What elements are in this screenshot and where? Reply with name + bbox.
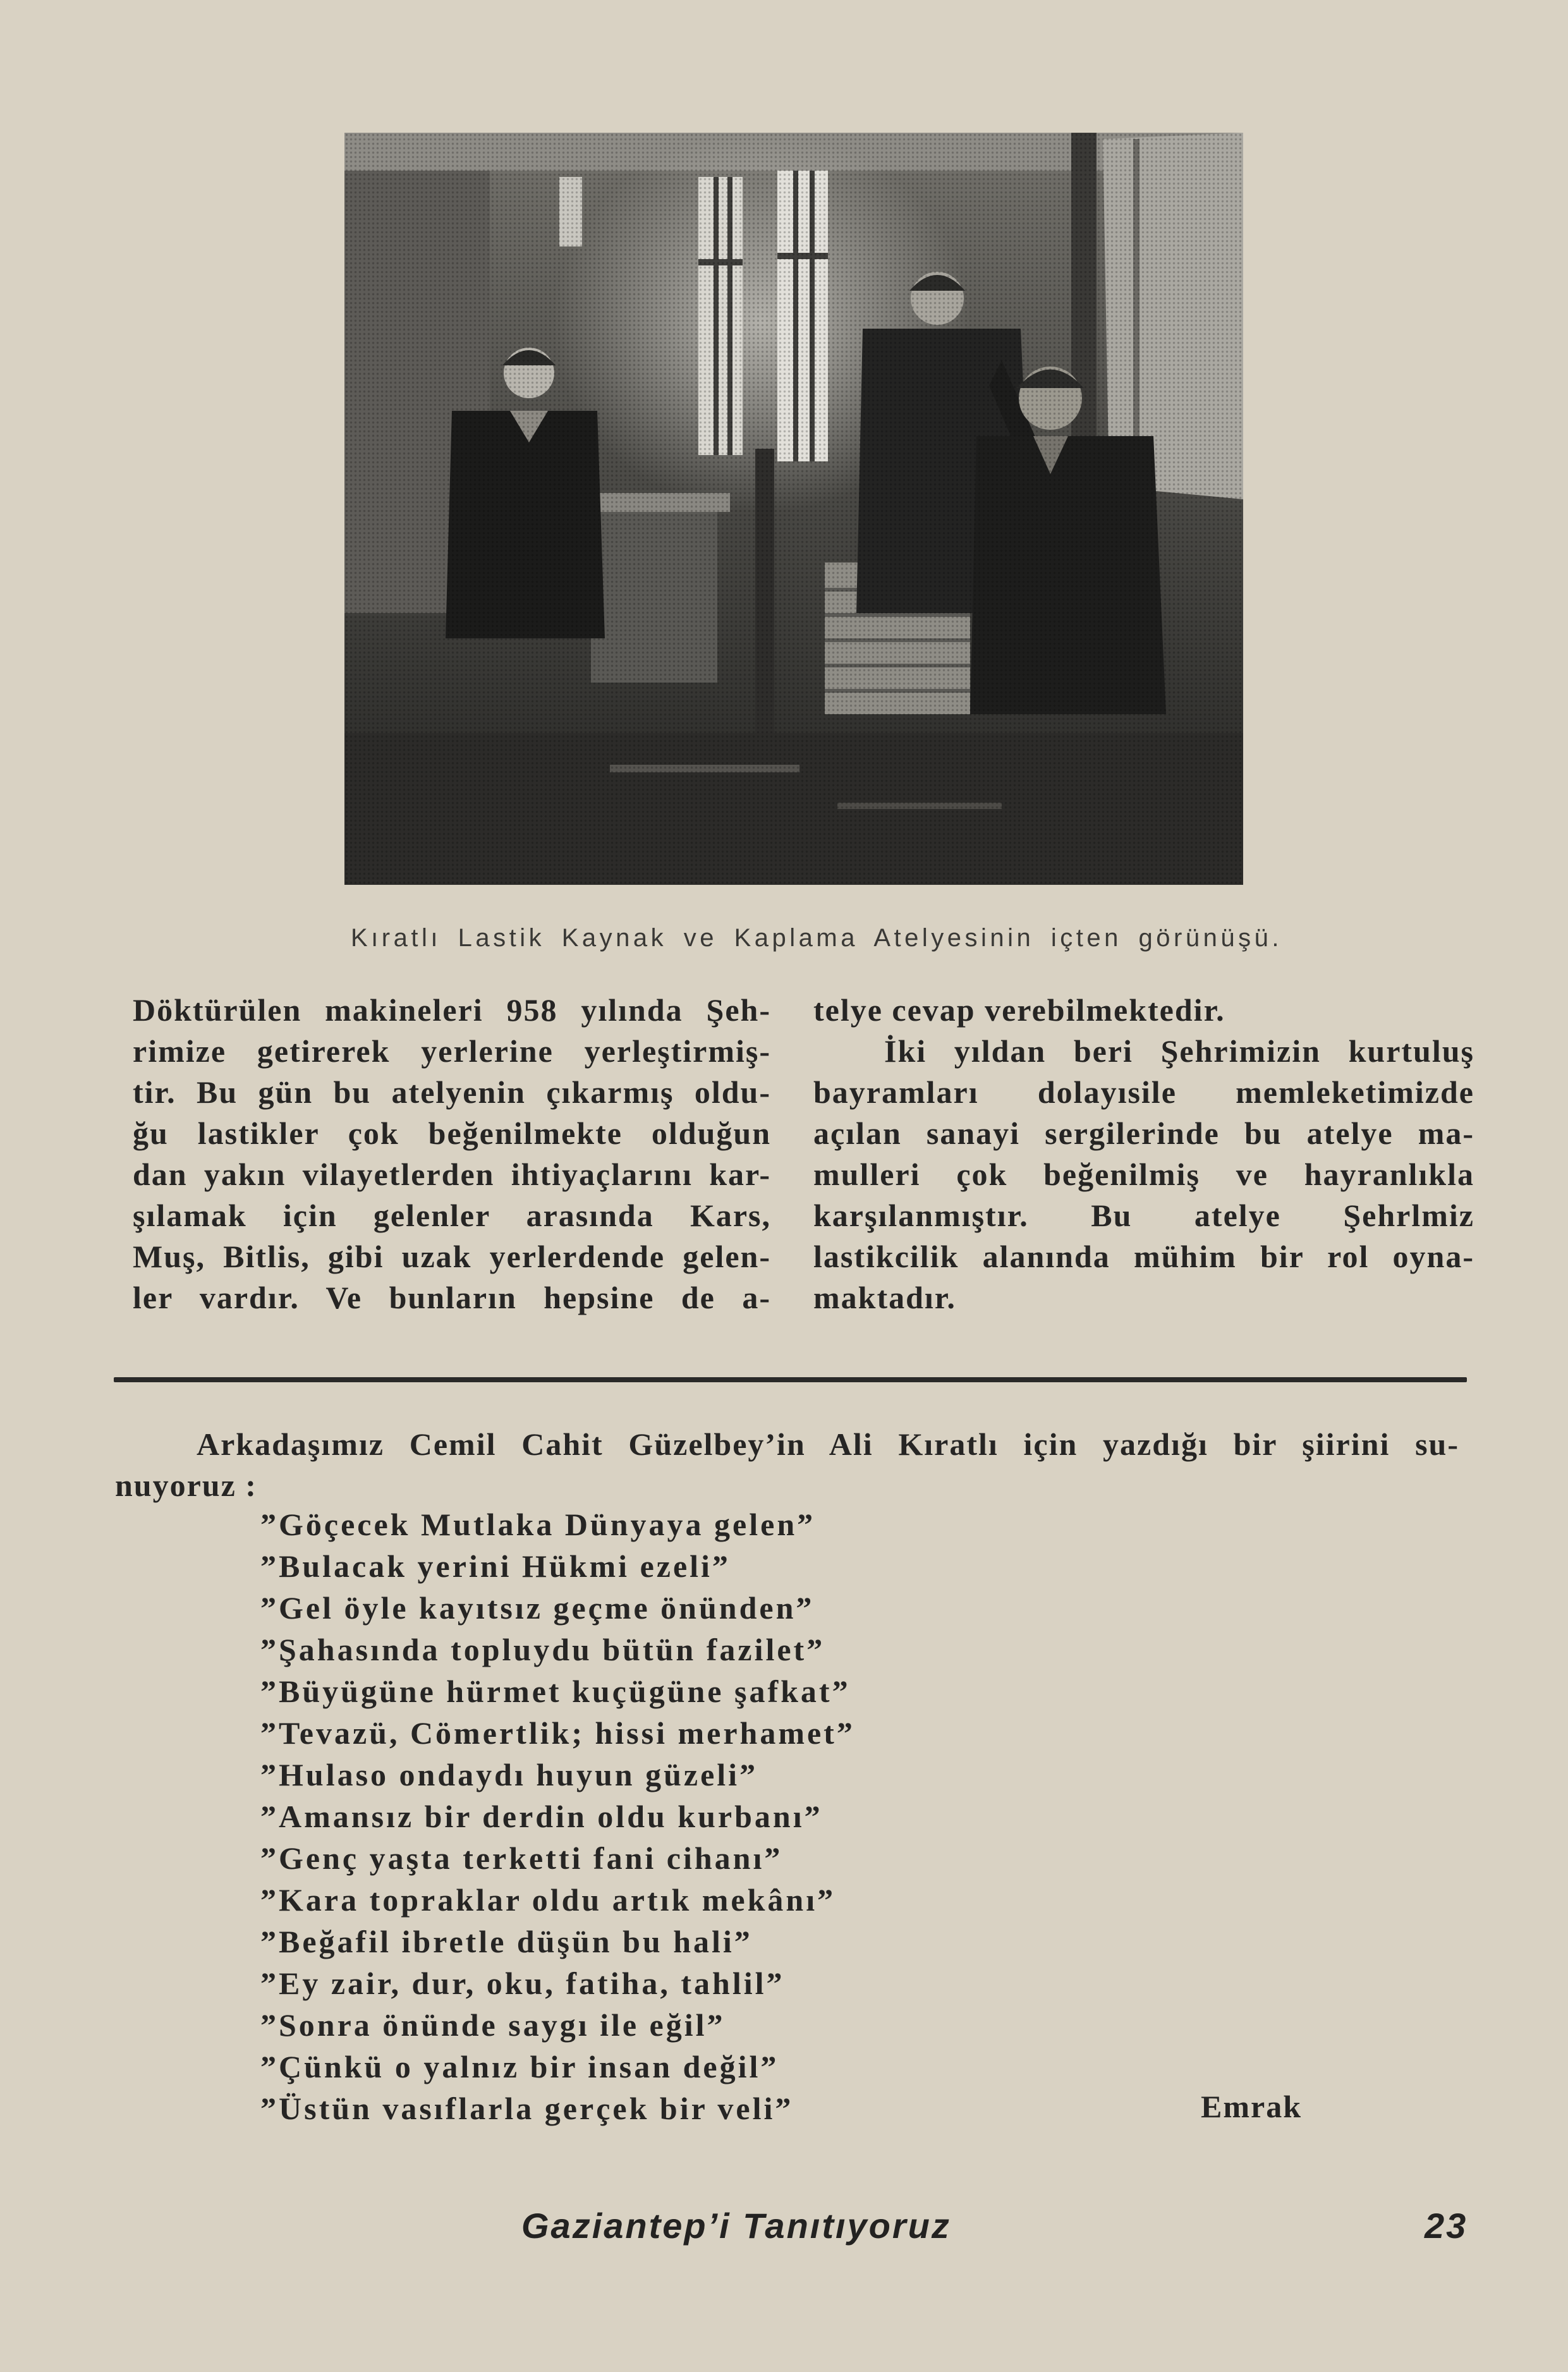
poem-line: ”Bulacak yerini Hükmi ezeli” — [260, 1548, 731, 1584]
article-line: dan yakın vilayetlerden ihtiyaçlarını kar- — [133, 1157, 771, 1192]
article-line: İki yıldan beri Şehrimizin kurtuluş — [884, 1033, 1474, 1069]
poem-signature: Emrak — [1201, 2089, 1302, 2124]
article-line: maktadır. — [813, 1280, 956, 1315]
poem-line: ”Kara topraklar oldu artık mekânı” — [260, 1882, 836, 1918]
poem-line: ”Sonra önünde saygı ile eğil” — [260, 2007, 726, 2043]
article-line: bayramları dolayısile memleketimizde — [813, 1074, 1474, 1110]
article-line: ğu lastikler çok beğenilmekte olduğun — [133, 1116, 771, 1151]
workshop-photo — [344, 133, 1243, 885]
article-line: Döktürülen makineleri 958 yılında Şeh- — [133, 992, 771, 1028]
poem-line: ”Genç yaşta terketti fani cihanı” — [260, 1840, 783, 1876]
poem-line: ”Şahasında topluydu bütün fazilet” — [260, 1632, 825, 1667]
poem — [260, 1504, 855, 2129]
poem-intro — [115, 1424, 1459, 1506]
poem-line: ”Çünkü o yalnız bir insan değil” — [260, 2049, 779, 2084]
article-line: lastikcilik alanında mühim bir rol oyna- — [813, 1239, 1474, 1274]
poem-line: ”Büyügüne hürmet kuçügüne şafkat” — [260, 1674, 851, 1709]
article-line: mulleri çok beğenilmiş ve hayranlıkla — [813, 1157, 1474, 1192]
article-line: ler vardır. Ve bunların hepsine de a- — [133, 1280, 771, 1315]
poem-line: ”Üstün vasıflarla gerçek bir veli” — [260, 2091, 794, 2126]
poem-line: ”Ey zair, dur, oku, fatiha, tahlil” — [260, 1966, 785, 2001]
poem-line: ”Beğafil ibretle düşün bu hali” — [260, 1924, 753, 1959]
article-line: telye cevap verebilmektedir. — [813, 992, 1225, 1028]
article-line: açılan sanayi sergilerinde bu atelye ma- — [813, 1116, 1474, 1151]
poem-line: ”Hulaso ondaydı huyun güzeli” — [260, 1757, 758, 1792]
poem-line: ”Amansız bir derdin oldu kurbanı” — [260, 1799, 823, 1834]
poem-intro-line: nuyoruz : — [115, 1468, 257, 1503]
poem-line: ”Tevazü, Cömertlik; hissi merhamet” — [260, 1715, 855, 1751]
poem-line: ”Göçecek Mutlaka Dünyaya gelen” — [260, 1507, 816, 1542]
article-line: şılamak için gelenler arasında Kars, — [133, 1198, 771, 1233]
workshop-photo-image — [344, 133, 1243, 885]
footer-title: Gaziantep’i Tanıtıyoruz — [521, 2206, 951, 2246]
article-column-left — [133, 990, 771, 1318]
article-line: Muş, Bitlis, gibi uzak yerlerdende gelen- — [133, 1239, 771, 1274]
section-divider — [114, 1377, 1467, 1382]
article-column-right — [813, 990, 1474, 1318]
photo-caption: Kıratlı Lastik Kaynak ve Kaplama Atelyesinin içten görünüşü. — [351, 924, 1282, 952]
article-line: tir. Bu gün bu atelyenin çıkarmış oldu- — [133, 1074, 771, 1110]
article-line: rimize getirerek yerlerine yerleştirmiş- — [133, 1033, 771, 1069]
poem-intro-line: Arkadaşımız Cemil Cahit Güzelbey’in Ali Kıratlı için yazdığı bir şiirini su- — [197, 1426, 1459, 1462]
page-number: 23 — [1425, 2206, 1468, 2246]
poem-line: ”Gel öyle kayıtsız geçme önünden” — [260, 1590, 815, 1626]
article-line: karşılanmıştır. Bu atelye Şehrlmiz — [813, 1198, 1474, 1233]
